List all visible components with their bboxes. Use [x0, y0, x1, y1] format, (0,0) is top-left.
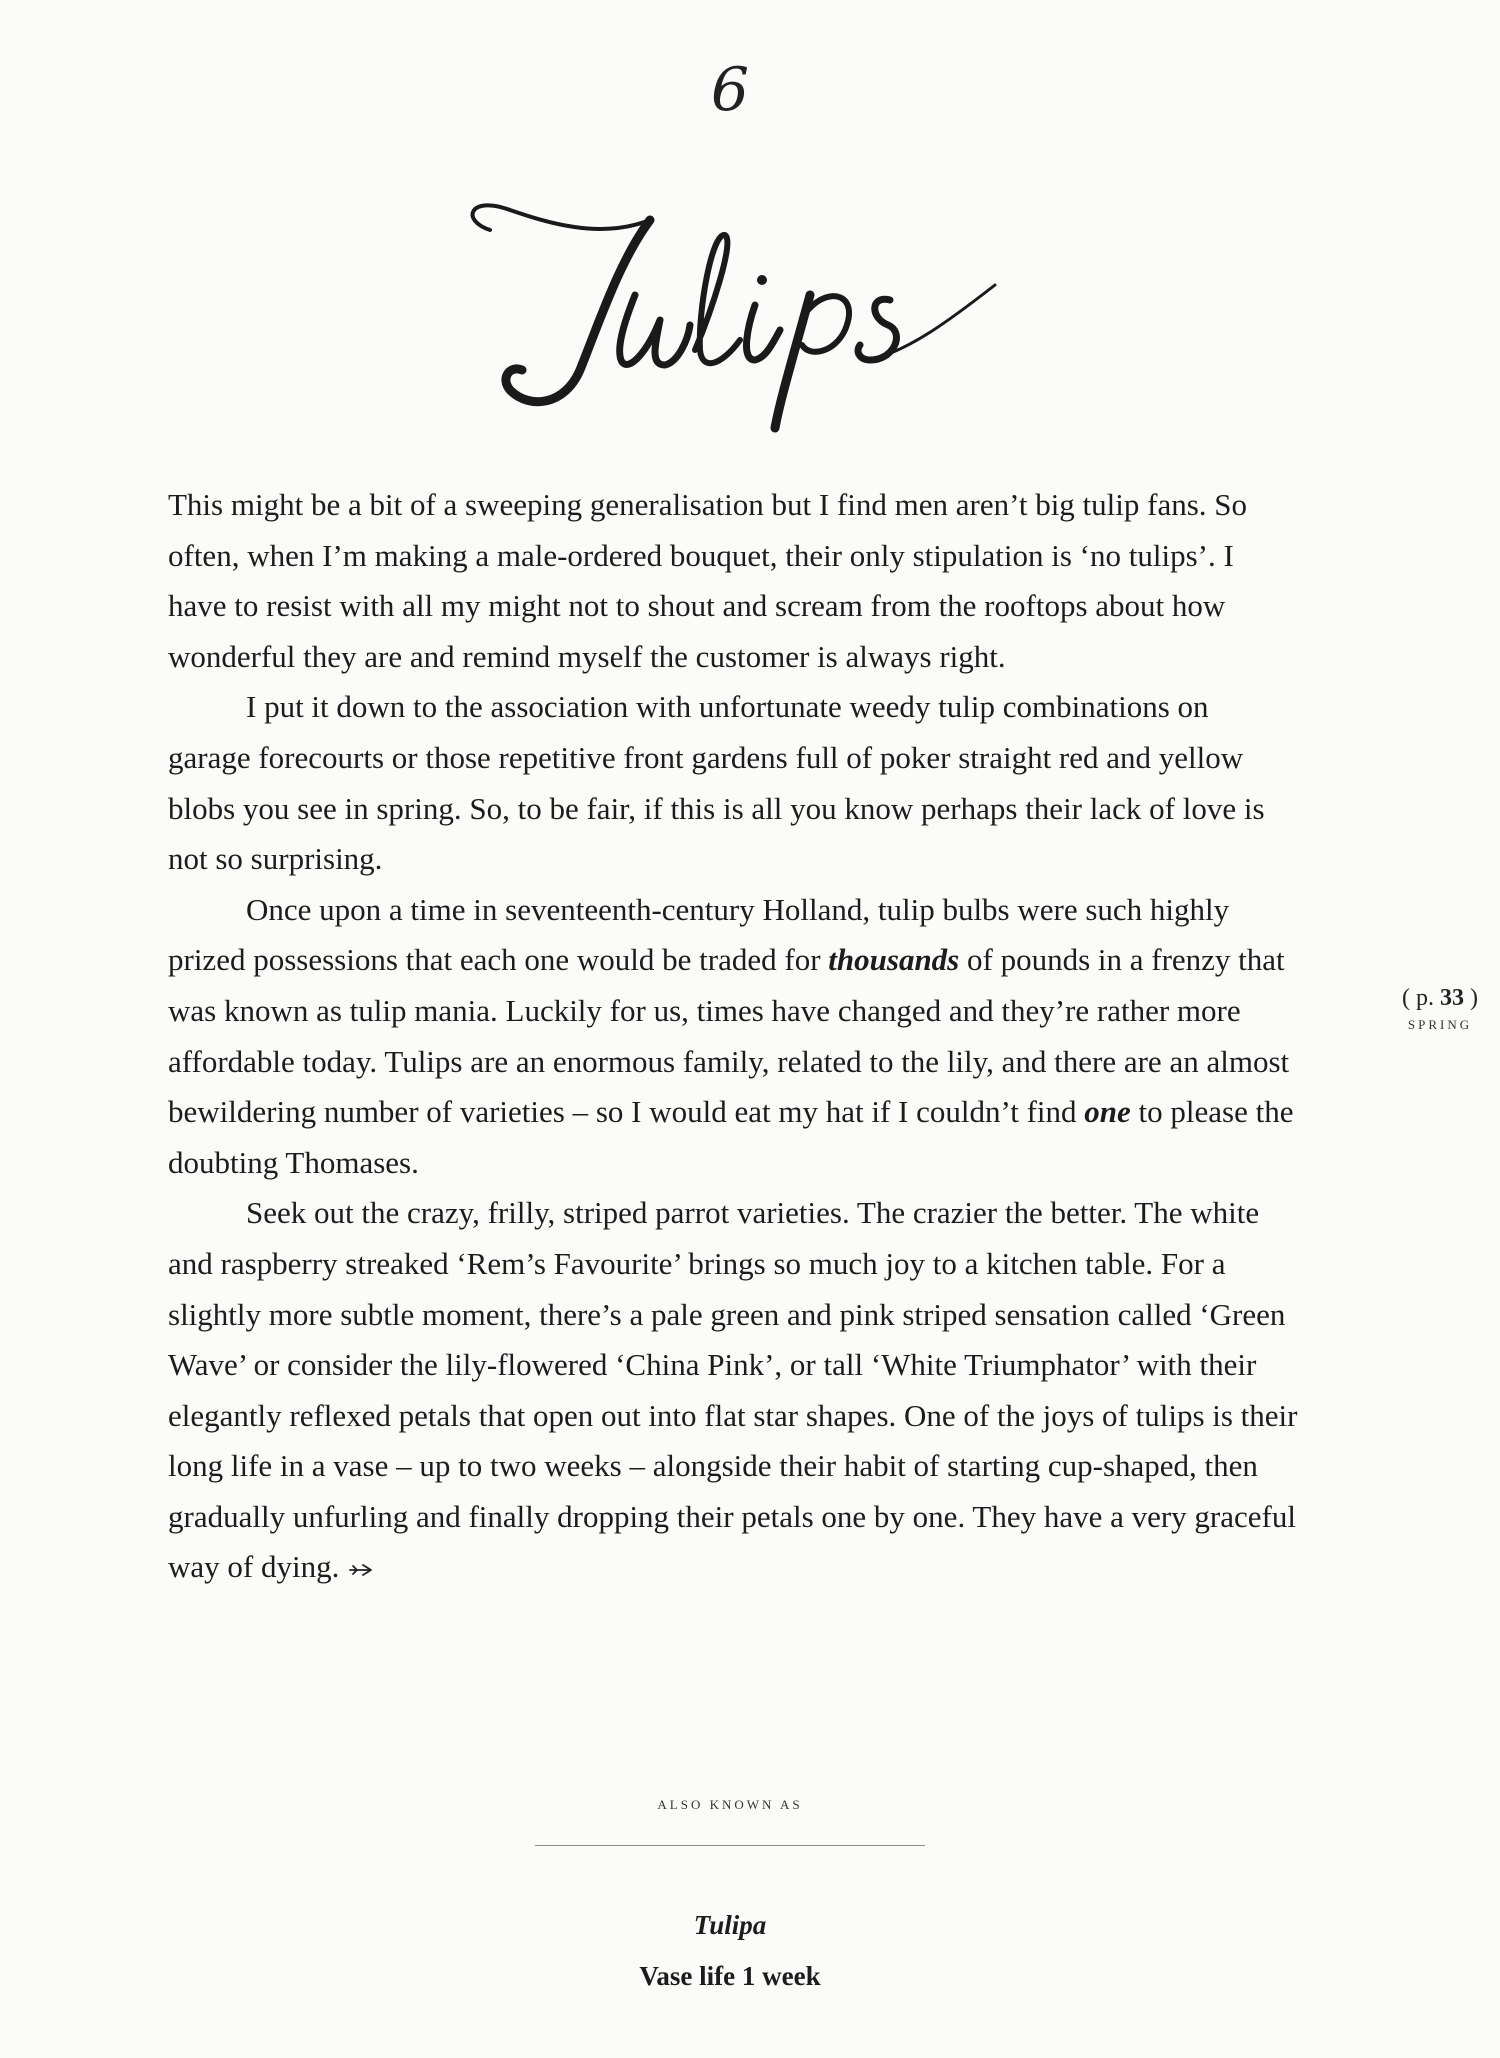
paragraph-3-part-3: to please the doubting Thomases. [168, 1094, 1294, 1180]
paragraph-3-part-2: of pounds in a frenzy that was known as tulip mania. Luckily for us, times have changed and they’re rather more affordable today. Tulips are an enormous family, related to the lily, and there are an almost bewildering number of varieties – so I would eat my hat if I couldn’t find [168, 942, 1290, 1130]
latin-name: Tulipa [693, 1910, 767, 1940]
chapter-number: 6 [710, 55, 750, 125]
paragraph-3-part-1: Once upon a time in seventeenth-century Holland, tulip bulbs were such highly prized possessions that each one would be traded for [168, 891, 1230, 978]
emphasis-one: one [1084, 1094, 1131, 1130]
paragraph-3 [168, 885, 1298, 1189]
page-number: 33 [1440, 985, 1464, 1011]
vase-life: Vase life 1 week [639, 1961, 821, 1991]
also-known-as-block [450, 1795, 1010, 1993]
emphasis-thousands: thousands [828, 942, 960, 978]
page-reference [1385, 983, 1495, 1013]
divider-rule [535, 1845, 925, 1846]
running-head [1385, 983, 1495, 1035]
paragraph-1: This might be a bit of a sweeping generalisation but I find men aren’t big tulip fans. So often, when I’m making a male-ordered bouquet, their only stipulation is ‘no tulips’. I have to resist with all my might not to shout and scream from the rooftops about how wonderful they are and remind myself the customer is always right. [168, 487, 1248, 674]
paragraph-4 [168, 1188, 1298, 1593]
page-ref-open-paren: ( [1402, 985, 1410, 1011]
page-ref-prefix: p. [1416, 985, 1434, 1011]
page-ref-close-paren: ) [1470, 985, 1478, 1011]
paragraph-2: I put it down to the association with unfortunate weedy tulip combinations on garage forecourts or those repetitive front gardens full of poker straight red and yellow blobs you see in spring. So, to be fair, if this is all you know perhaps their lack of love is not so surprising. [168, 689, 1265, 877]
arrow-right-icon [349, 1563, 373, 1577]
paragraph-4-text: Seek out the crazy, frilly, striped parrot varieties. The crazier the better. The white and raspberry streaked ‘Rem’s Favourite’ brings so much joy to a kitchen table. For a slightly more subtle moment, there’s a pale green and pink striped sensation called ‘Green Wave’ or consider the lily-flowered ‘China Pink’, or tall ‘White Triumphator’ with their elegantly reflexed petals that open out into flat star shapes. One of the joys of tulips is their long life in a vase – up to two weeks – alongside their habit of starting cup-shaped, then gradually unfurling and finally dropping their petals one by one. They have a very graceful way of dying. [168, 1195, 1298, 1585]
chapter-title-calligraphy [450, 200, 1010, 440]
body-text [168, 480, 1298, 1593]
section-name: SPRING [1407, 1017, 1473, 1032]
chapter-title [450, 200, 1010, 440]
also-known-as-heading: ALSO KNOWN AS [657, 1797, 803, 1812]
